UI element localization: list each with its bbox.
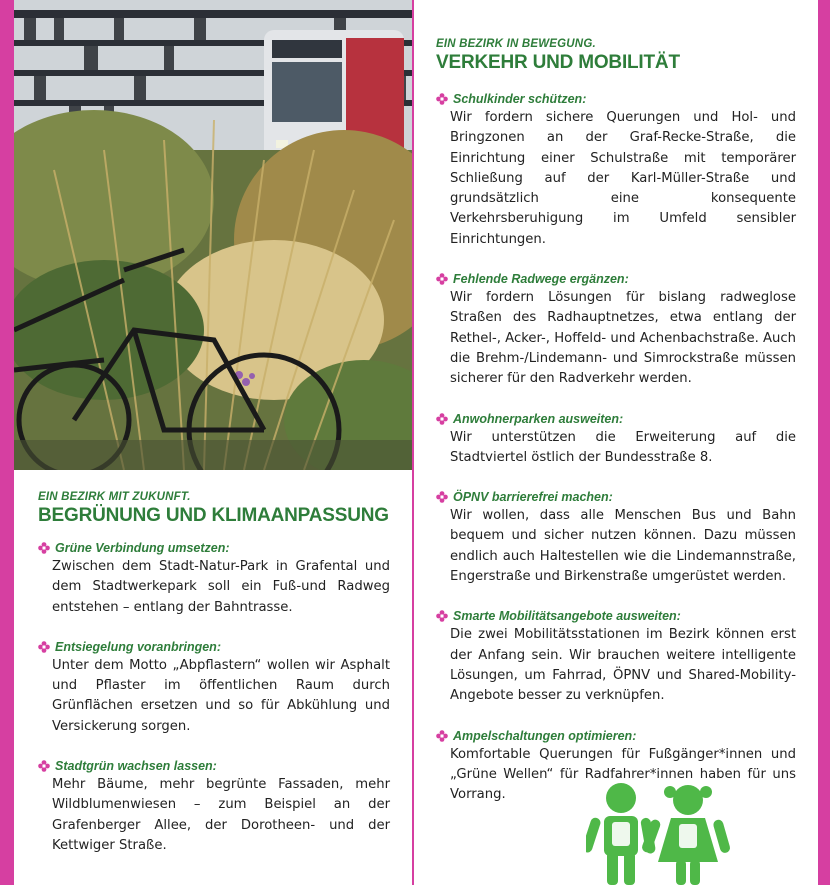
- photo-tram-bicycles-grasses: [14, 0, 412, 470]
- list-item: [436, 490, 796, 587]
- item-text: Unter dem Motto „Abpflastern“ wollen wir Asphalt und Pflaster im öffentlichen Raum durch Grünflächen ersetzen und so für Abkühlung und Versickerung sorgen.: [52, 657, 390, 734]
- item-title: ÖPNV barrierefrei machen:: [453, 490, 613, 505]
- flower-bullet-icon: [436, 610, 448, 622]
- flower-bullet-icon: [38, 542, 50, 554]
- item-title: Smarte Mobilitätsangebote ausweiten:: [453, 609, 681, 624]
- list-item: [38, 759, 390, 856]
- flower-bullet-icon: [38, 760, 50, 772]
- item-text: Komfortable Querungen für Fußgänger*innen und „Grüne Wellen“ für Radfahrer*innen haben für uns Vorrang.: [450, 746, 796, 803]
- greening-section: [38, 491, 390, 880]
- item-title: Fehlende Radwege ergänzen:: [453, 272, 629, 287]
- list-item: [38, 541, 390, 618]
- item-text: Wir wollen, dass alle Menschen Bus und Bahn bequem und sicher nutzen können. Dazu müssen endlich auch Haltestellen wie die Lindemannstraße, Engerstraße und Birkenstraße umgerüstet werden.: [450, 508, 796, 585]
- flower-bullet-icon: [436, 491, 448, 503]
- flower-bullet-icon: [436, 273, 448, 285]
- greening-kicker: EIN BEZIRK MIT ZUKUNFT.: [38, 491, 191, 503]
- list-item: [436, 272, 796, 389]
- item-text: Wir fordern Lösungen für bislang radweglose Straßen des Radhauptnetzes, etwa entlang der Rethel-, Acker-, Hoffeld- und Achenbachstraße. Auch die Brehm-/Lindemann- und Simrockstraße müssen sicherer für den Radverkehr werden.: [450, 290, 796, 387]
- item-text: Wir unterstützen die Erweiterung auf die Stadtviertel östlich der Bundesstraße 8.: [450, 429, 796, 465]
- item-title: Ampelschaltungen optimieren:: [453, 728, 637, 743]
- item-title: Anwohnerparken ausweiten:: [453, 411, 624, 426]
- list-item: [436, 609, 796, 706]
- flower-bullet-icon: [436, 730, 448, 742]
- flower-bullet-icon: [436, 413, 448, 425]
- mobility-kicker: EIN BEZIRK IN BEWEGUNG.: [436, 38, 596, 50]
- list-item: [436, 412, 796, 469]
- list-item: [38, 640, 390, 737]
- greening-heading: BEGRÜNUNG UND KLIMAANPASSUNG: [38, 505, 389, 526]
- item-title: Schulkinder schützen:: [453, 92, 587, 106]
- item-title: Stadtgrün wachsen lassen:: [55, 759, 217, 774]
- mobility-heading: VERKEHR UND MOBILITÄT: [436, 52, 680, 73]
- flower-bullet-icon: [436, 93, 448, 105]
- item-title: Entsiegelung voranbringen:: [55, 639, 221, 654]
- flower-bullet-icon: [38, 641, 50, 653]
- mobility-section: [436, 38, 796, 805]
- item-text: Wir fordern sichere Querungen und Hol- und Bringzonen an der Graf-Recke-Straße, die Einrichtung einer Schulstraße mit temporärer Schließung auf der Karl-Müller-Straße und grundsätzlich eine konsequente Verkehrsberuhigung im Umfeld sensibler Einrichtungen.: [450, 110, 796, 247]
- item-text: Zwischen dem Stadt-Natur-Park in Grafental und dem Stadtwerkepark soll ein Fuß-und Radweg entstehen – entlang der Bahntrasse.: [52, 559, 390, 615]
- item-title: Grüne Verbindung umsetzen:: [55, 541, 230, 555]
- right-panel: [414, 0, 818, 885]
- left-panel: [14, 0, 412, 885]
- item-text: Die zwei Mobilitätsstationen im Bezirk können erst der Anfang sein. Wir brauchen weitere intelligente Lösungen, um Fahrrad, ÖPNV und Shared-Mobility-Angebote besser zu verknüpfen.: [450, 627, 796, 704]
- school-children-icon: [586, 778, 736, 885]
- list-item: [436, 92, 796, 250]
- item-text: Mehr Bäume, mehr begrünte Fassaden, mehr Wildblumenwiesen – zum Beispiel an der Grafenberger Allee, der Dorotheen- und der Kettwiger Straße.: [52, 777, 390, 853]
